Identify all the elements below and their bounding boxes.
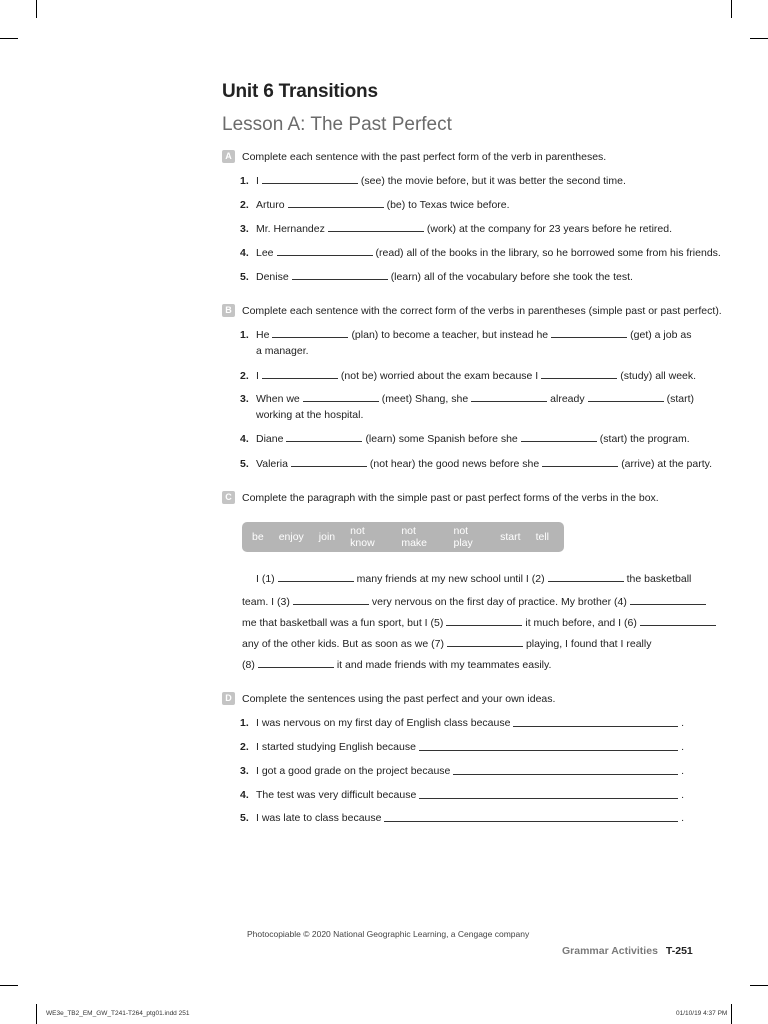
- word-box-item: start: [500, 531, 521, 543]
- item-text: I: [256, 175, 259, 187]
- item-text: (study) all week.: [620, 370, 697, 382]
- item-text: (start): [666, 393, 695, 405]
- paragraph-text: any of the other kids. But as soon as we (7): [242, 638, 444, 650]
- answer-blank[interactable]: [588, 392, 664, 402]
- word-box-item: join: [318, 531, 336, 543]
- copyright-notice: Photocopiable © 2020 National Geographic Learning, a Cengage company: [247, 929, 530, 939]
- paragraph-line-5: [242, 658, 551, 671]
- unit-title: Unit 6 Transitions: [222, 81, 378, 102]
- answer-blank[interactable]: [541, 369, 617, 379]
- period: .: [681, 812, 684, 824]
- item-number: 4.: [240, 789, 249, 801]
- answer-blank[interactable]: [328, 222, 424, 232]
- paragraph-text: it much before, and I (6): [525, 617, 637, 629]
- answer-blank[interactable]: [384, 811, 678, 822]
- item-text: I was nervous on my first day of English class because: [256, 717, 511, 729]
- item-text: Diane: [256, 433, 284, 445]
- paragraph-text: me that basketball was a fun sport, but I (5): [242, 617, 444, 629]
- footer-section-name: Grammar Activities: [562, 945, 658, 957]
- answer-blank[interactable]: [630, 595, 706, 605]
- section-d-badge: D: [222, 692, 235, 705]
- item-text: (read) all of the books in the library, so he borrowed some from his friends.: [375, 247, 721, 259]
- answer-blank[interactable]: [471, 392, 547, 402]
- item-number: 5.: [240, 458, 249, 470]
- item-text: (see) the movie before, but it was better the second time.: [360, 175, 626, 187]
- item-text: (arrive) at the party.: [621, 458, 713, 470]
- item-number: 1.: [240, 329, 249, 341]
- answer-blank[interactable]: [419, 788, 678, 799]
- crop-mark: [731, 0, 732, 18]
- item-number: 3.: [240, 393, 249, 405]
- answer-blank[interactable]: [513, 716, 678, 727]
- item-text: (not be) worried about the exam because I: [340, 370, 539, 382]
- answer-blank[interactable]: [542, 457, 618, 467]
- paragraph-text: many friends at my new school until I (2): [356, 573, 545, 585]
- item-number: 4.: [240, 247, 249, 259]
- answer-blank[interactable]: [551, 328, 627, 338]
- answer-blank[interactable]: [640, 616, 716, 626]
- crop-mark: [36, 1004, 37, 1024]
- answer-blank[interactable]: [262, 174, 358, 184]
- answer-blank[interactable]: [419, 740, 678, 751]
- answer-blank[interactable]: [447, 637, 523, 647]
- answer-blank[interactable]: [293, 595, 369, 605]
- page-footer: [562, 945, 693, 957]
- answer-blank[interactable]: [258, 658, 334, 668]
- item-text: (not hear) the good news before she: [369, 458, 540, 470]
- item-text: (work) at the company for 23 years before he retired.: [426, 223, 672, 235]
- section-b-instruction: Complete each sentence with the correct form of the verbs in parentheses (simple past or past perfect).: [242, 304, 722, 317]
- print-slug-timestamp: 01/10/19 4:37 PM: [676, 1010, 728, 1017]
- item-text: Arturo: [256, 199, 285, 211]
- item-text: (learn) some Spanish before she: [365, 433, 518, 445]
- period: .: [681, 717, 684, 729]
- answer-blank[interactable]: [548, 572, 624, 582]
- word-box-item: be: [252, 531, 264, 543]
- answer-blank[interactable]: [277, 246, 373, 256]
- item-text: I started studying English because: [256, 741, 416, 753]
- section-a-item-3: [240, 222, 672, 236]
- paragraph-text: the basketball: [626, 573, 692, 585]
- item-text: (start) the program.: [599, 433, 690, 445]
- crop-mark: [750, 38, 768, 39]
- item-number: 5.: [240, 812, 249, 824]
- answer-blank[interactable]: [303, 392, 379, 402]
- answer-blank[interactable]: [286, 432, 362, 442]
- paragraph-text: it and made friends with my teammates easily.: [336, 659, 552, 671]
- word-box-item: tell: [535, 531, 549, 543]
- section-d-item-1: [240, 716, 684, 730]
- item-text: Denise: [256, 271, 289, 283]
- section-a-item-5: [240, 270, 633, 284]
- item-text: (be) to Texas twice before.: [386, 199, 510, 211]
- item-text: (meet) Shang, she: [381, 393, 469, 405]
- answer-blank[interactable]: [272, 328, 348, 338]
- section-d-heading: [222, 692, 555, 705]
- word-box-item: not make: [401, 525, 428, 549]
- item-number: 1.: [240, 717, 249, 729]
- item-text: I got a good grade on the project because: [256, 765, 451, 777]
- section-b-item-4: [240, 432, 690, 446]
- item-text: (learn) all of the vocabulary before she took the test.: [390, 271, 633, 283]
- paragraph-line-4: [242, 637, 651, 650]
- paragraph-text: (8): [242, 659, 255, 671]
- answer-blank[interactable]: [292, 270, 388, 280]
- paragraph-text: very nervous on the first day of practice. My brother (4): [371, 596, 627, 608]
- answer-blank[interactable]: [446, 616, 522, 626]
- answer-blank[interactable]: [521, 432, 597, 442]
- item-text: I was late to class because: [256, 812, 382, 824]
- answer-blank[interactable]: [291, 457, 367, 467]
- period: .: [681, 789, 684, 801]
- paragraph-line-2: [242, 595, 709, 608]
- item-number: 4.: [240, 433, 249, 445]
- section-b-item-1-continued: a manager.: [256, 345, 309, 357]
- word-box-item: not play: [453, 525, 473, 549]
- section-c-instruction: Complete the paragraph with the simple past or past perfect forms of the verbs in the box.: [242, 491, 659, 504]
- item-number: 2.: [240, 741, 249, 753]
- print-slug-filename: WE3e_TB2_EM_GW_T241-T264_ptg01.indd 251: [46, 1010, 190, 1017]
- answer-blank[interactable]: [262, 369, 338, 379]
- word-box-item: not know: [350, 525, 375, 549]
- paragraph-text: playing, I found that I really: [525, 638, 652, 650]
- section-a-item-2: [240, 198, 510, 212]
- answer-blank[interactable]: [453, 764, 678, 775]
- period: .: [681, 765, 684, 777]
- crop-mark: [0, 985, 18, 986]
- answer-blank[interactable]: [288, 198, 384, 208]
- section-d-item-5: [240, 811, 684, 825]
- crop-mark: [731, 1004, 732, 1024]
- item-text: The test was very difficult because: [256, 789, 417, 801]
- paragraph-text: team. I (3): [242, 596, 290, 608]
- item-text: When we: [256, 393, 300, 405]
- section-b-item-5: [240, 457, 712, 471]
- item-text: I: [256, 370, 259, 382]
- section-c-heading: [222, 491, 659, 504]
- paragraph-text: I (1): [256, 573, 275, 585]
- item-number: 3.: [240, 223, 249, 235]
- item-number: 5.: [240, 271, 249, 283]
- page-number: T-251: [665, 945, 693, 957]
- item-number: 2.: [240, 199, 249, 211]
- item-text: Lee: [256, 247, 274, 259]
- section-a-item-4: [240, 246, 721, 260]
- lesson-title: Lesson A: The Past Perfect: [222, 114, 452, 135]
- item-text: already: [550, 393, 585, 405]
- section-b-item-1: [240, 328, 691, 342]
- word-box: [242, 522, 564, 552]
- item-text: (plan) to become a teacher, but instead he: [351, 329, 549, 341]
- crop-mark: [0, 38, 18, 39]
- item-text: (get) a job as: [630, 329, 692, 341]
- crop-mark: [36, 0, 37, 18]
- item-text: Valeria: [256, 458, 288, 470]
- crop-mark: [750, 985, 768, 986]
- period: .: [681, 741, 684, 753]
- section-b-item-3-continued: working at the hospital.: [256, 409, 364, 421]
- answer-blank[interactable]: [278, 572, 354, 582]
- section-b-item-3: [240, 392, 694, 406]
- section-d-item-3: [240, 764, 684, 778]
- item-number: 2.: [240, 370, 249, 382]
- section-b-heading: [222, 304, 722, 317]
- section-c-badge: C: [222, 491, 235, 504]
- item-number: 3.: [240, 765, 249, 777]
- paragraph-line-1: [256, 572, 691, 585]
- item-text: He: [256, 329, 270, 341]
- item-number: 1.: [240, 175, 249, 187]
- paragraph-line-3: [242, 616, 719, 629]
- section-a-heading: [222, 150, 606, 163]
- section-b-item-2: [240, 369, 696, 383]
- section-a-item-1: [240, 174, 626, 188]
- item-text: Mr. Hernandez: [256, 223, 325, 235]
- section-d-item-2: [240, 740, 684, 754]
- section-d-instruction: Complete the sentences using the past perfect and your own ideas.: [242, 692, 556, 705]
- word-box-item: enjoy: [278, 531, 304, 543]
- section-a-badge: A: [222, 150, 235, 163]
- section-d-item-4: [240, 788, 684, 802]
- section-b-badge: B: [222, 304, 235, 317]
- section-a-instruction: Complete each sentence with the past perfect form of the verb in parentheses.: [242, 150, 607, 163]
